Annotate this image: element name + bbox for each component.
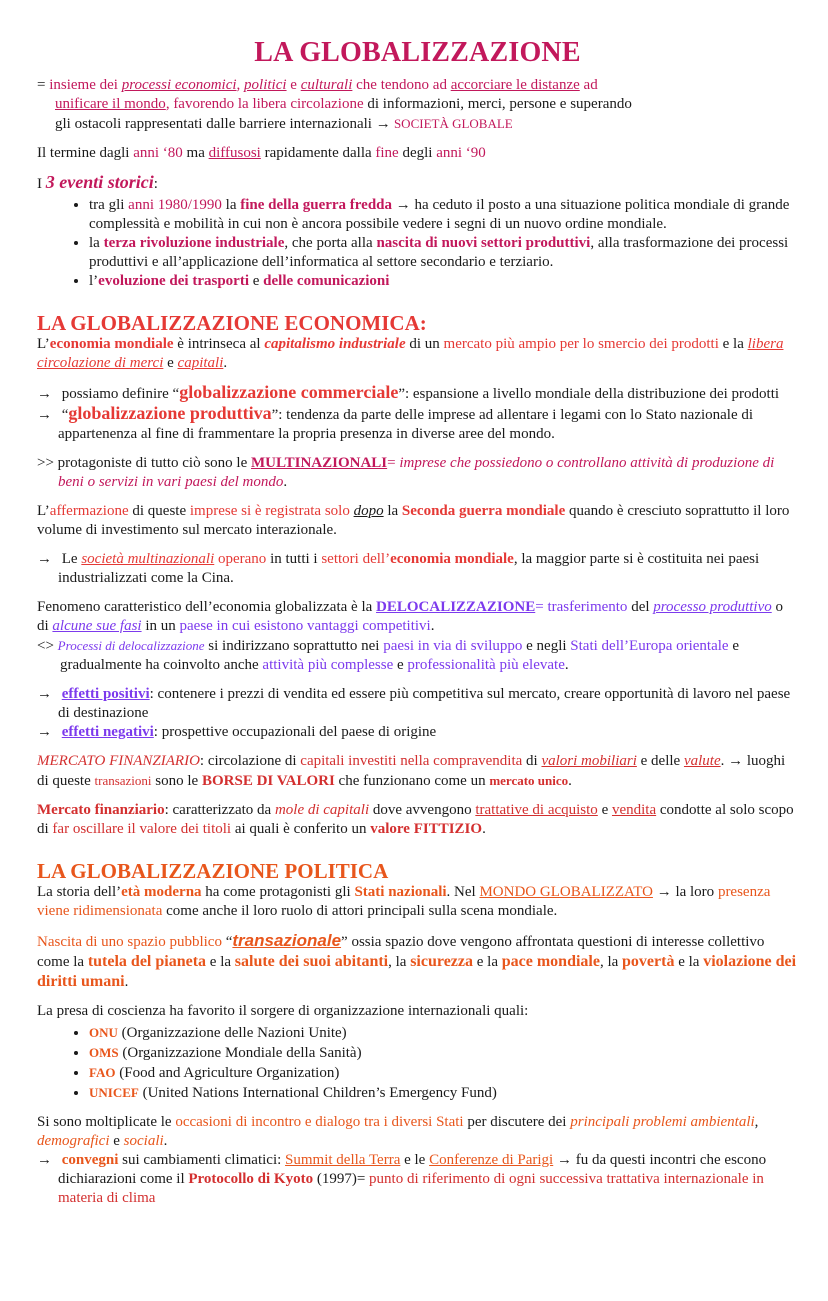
text-run: → la loro xyxy=(652,884,718,900)
text-run: professionalità più elevate xyxy=(407,657,565,673)
text-run: e xyxy=(109,1133,124,1149)
text-block: La presa di coscienza ha favorito il sorgere di organizzazione internazionali quali: xyxy=(37,1003,529,1019)
text-run: La storia dell’ xyxy=(37,884,122,900)
text-run: politici xyxy=(244,77,287,93)
text-run: : prospettive occupazionali del paese di origine xyxy=(153,724,437,740)
text-run: . xyxy=(564,657,569,673)
text-run: e le xyxy=(400,1152,430,1168)
text-run: libera circolazione di merci xyxy=(37,336,784,371)
text-run: si indirizzano soprattutto nei xyxy=(204,638,384,654)
text-run: MONDO GLOBALIZZATO xyxy=(479,884,653,900)
text-run: salute dei suoi abitanti xyxy=(234,953,389,970)
text-block xyxy=(37,76,798,95)
text-run: delle comunicazioni xyxy=(263,273,390,289)
text-run: mole di capitali xyxy=(274,802,370,818)
text-run: → fu da questi incontri che escono dichiarazioni come il xyxy=(58,1152,767,1187)
text-run: Protocollo di Kyoto xyxy=(188,1171,314,1187)
page-title: LA GLOBALIZZAZIONE xyxy=(254,37,581,68)
text-run: processi economici xyxy=(121,77,237,93)
text-run: I xyxy=(37,176,46,192)
text-run: trasferimento xyxy=(547,599,628,615)
text-run: sicurezza xyxy=(410,953,473,970)
text-run: e delle xyxy=(636,753,684,769)
text-run: Fenomeno caratteristico dell’economia globalizzata è la xyxy=(37,599,377,615)
text-run: Le xyxy=(58,551,82,567)
text-run: BORSE DI VALORI xyxy=(201,773,335,789)
text-run: evoluzione dei trasporti xyxy=(98,273,249,289)
text-run: far oscillare il valore dei titoli xyxy=(52,821,232,837)
text-run: FAO xyxy=(89,1065,116,1080)
text-run: Mercato finanziario xyxy=(37,802,165,818)
text-run: = xyxy=(535,599,548,615)
text-run: Processi di delocalizzazione xyxy=(57,638,205,653)
text-run: alcune sue fasi xyxy=(52,618,142,634)
text-run: >> protagoniste di tutto ciò sono le xyxy=(37,455,251,471)
text-run: o di xyxy=(37,599,783,634)
text-run: imprese xyxy=(189,503,238,519)
text-run: la xyxy=(383,503,402,519)
text-run: valore FITTIZIO xyxy=(370,821,483,837)
text-run: , che porta alla xyxy=(284,235,377,251)
text-run: Summit della Terra xyxy=(285,1152,401,1168)
text-run: punto di riferimento di ogni successiva trattativa internazionale in materia di clima xyxy=(58,1171,764,1206)
text-run: ”: tendenza da parte delle imprese ad allentare i legami con lo Stato nazionale di appartenenza al fine di frammentare la propria presenza in diverse aree del mondo. xyxy=(58,407,754,442)
text-run: e negli xyxy=(522,638,571,654)
text-run: : contenere i prezzi di vendita ed essere più competitiva sul mercato, creare opportunità di lavoro nel paese di destinazione xyxy=(58,686,791,721)
text-run: → xyxy=(37,551,52,567)
text-run: , la xyxy=(388,954,411,970)
text-run: : caratterizzato da xyxy=(164,802,275,818)
text-run: la xyxy=(221,197,241,213)
text-run: : xyxy=(153,176,158,192)
text-run: povertà xyxy=(622,953,675,970)
text-run: capitalismo industriale xyxy=(264,336,406,352)
text-run: sociali xyxy=(123,1133,164,1149)
text-run: convegni xyxy=(61,1152,119,1168)
term-origin xyxy=(37,144,798,163)
text-run: . xyxy=(223,355,228,371)
text-run: vendita xyxy=(611,802,657,818)
climate-conventions xyxy=(37,1151,798,1208)
text-block xyxy=(37,383,798,404)
delocalizzazione-definition xyxy=(37,598,798,636)
list-item xyxy=(89,234,798,272)
text-run: 3 eventi storici xyxy=(45,172,154,192)
text-run: nascita di nuovi settori produttivi xyxy=(376,235,591,251)
text-run: (Food and Agriculture Organization) xyxy=(115,1065,340,1081)
text-run: (Organizzazione Mondiale della Sanità) xyxy=(118,1045,362,1061)
text-run: MERCATO FINANZIARIO xyxy=(37,753,200,769)
text-run: paese in cui esistono vantaggi competitivi xyxy=(179,618,431,634)
text-run: valute xyxy=(683,753,721,769)
text-run: di xyxy=(522,753,542,769)
text-run: età moderna xyxy=(121,884,202,900)
text-run: e xyxy=(249,273,264,289)
text-run: tra gli xyxy=(89,197,129,213)
text-run: anni ‘90 xyxy=(436,145,486,161)
text-run: violazione dei diritti umani xyxy=(37,953,797,990)
text-run: possiamo definire “ xyxy=(58,386,180,402)
organizations-list xyxy=(37,1023,798,1103)
text-run: attività più complesse xyxy=(262,657,394,673)
text-run: Nascita di uno spazio pubblico xyxy=(37,934,222,950)
text-run: effetti negativi xyxy=(61,724,154,740)
text-run: globalizzazione commerciale xyxy=(179,382,399,402)
text-run: effetti positivi xyxy=(61,686,150,702)
section-heading-economica: LA GLOBALIZZAZIONE ECONOMICA: xyxy=(37,311,427,335)
text-run: e xyxy=(163,355,178,371)
text-run: occasioni di incontro e dialogo tra i diversi Stati xyxy=(175,1114,464,1130)
text-run: gli ostacoli rappresentati dalle barriere internazionali xyxy=(55,116,376,132)
text-block xyxy=(37,95,798,114)
text-run: fine della guerra fredda xyxy=(240,197,393,213)
economica-paragraph xyxy=(37,335,798,373)
text-run: affermazione xyxy=(49,503,129,519)
text-run: transazioni xyxy=(94,773,152,788)
text-run: di un xyxy=(405,336,444,352)
text-run: e la xyxy=(718,336,748,352)
text-run: SOCIETÀ GLOBALE xyxy=(390,116,513,131)
intro-definition xyxy=(37,76,798,134)
text-run: culturali xyxy=(300,77,353,93)
historic-events xyxy=(37,173,798,291)
mercato-finanziario-definition xyxy=(37,752,798,791)
text-run: imprese che possiedono o controllano attività di produzione di beni o servizi in vari paesi del mondo xyxy=(58,455,775,490)
text-run: Il termine dagli xyxy=(37,145,134,161)
text-run: , favorendo la libera circolazione xyxy=(165,96,364,112)
section-heading-politica: LA GLOBALIZZAZIONE POLITICA xyxy=(37,859,389,883)
text-run: come anche il loro ruolo di attori principali sulla scena mondiale. xyxy=(162,903,558,919)
text-run: principali problemi ambientali xyxy=(570,1114,755,1130)
text-run: <> xyxy=(37,638,58,654)
text-run: accorciare le distanze xyxy=(450,77,580,93)
text-run: capitali xyxy=(177,355,224,371)
text-run: globalizzazione produttiva xyxy=(68,403,272,423)
text-run: sui cambiamenti climatici: xyxy=(118,1152,286,1168)
text-run: DELOCALIZZAZIONE xyxy=(376,599,536,615)
text-block xyxy=(37,685,798,723)
text-run: ma xyxy=(182,145,209,161)
text-run: OMS xyxy=(89,1045,119,1060)
multinazionali-definition xyxy=(37,454,798,492)
text-run: mercato più ampio per lo smercio dei prodotti xyxy=(443,336,719,352)
text-run: MULTINAZIONALI xyxy=(250,455,388,471)
delocalizzazione-effects xyxy=(37,685,798,742)
text-run: è intrinseca al xyxy=(173,336,265,352)
list-item xyxy=(89,1063,798,1083)
text-run: (1997)= xyxy=(313,1171,370,1187)
text-block xyxy=(37,723,798,742)
text-run: condotte al solo scopo di xyxy=(37,802,794,837)
text-run: società multinazionali xyxy=(81,551,215,567)
text-run: si è registrata solo xyxy=(237,503,354,519)
text-run: degli xyxy=(398,145,437,161)
text-run: per discutere dei xyxy=(463,1114,571,1130)
text-run: L’ xyxy=(37,503,50,519)
text-run: e xyxy=(393,657,408,673)
text-run: ai quali è conferito un xyxy=(231,821,371,837)
text-run: del xyxy=(627,599,654,615)
text-run: e la xyxy=(206,954,235,970)
text-run: e gradualmente ha coinvolto anche xyxy=(60,638,739,673)
text-run: e xyxy=(597,802,612,818)
text-run: economia mondiale xyxy=(49,336,174,352)
text-run: L’ xyxy=(37,336,50,352)
text-run: settori dell’ xyxy=(321,551,391,567)
text-run: demografici xyxy=(37,1133,110,1149)
text-run: e la xyxy=(473,954,502,970)
text-run: e xyxy=(286,77,301,93)
mercato-finanziario-description xyxy=(37,801,798,839)
text-run: terza rivoluzione industriale xyxy=(103,235,285,251)
text-run: presenza viene ridimensionata xyxy=(37,884,771,919)
text-run: unificare il mondo xyxy=(55,96,166,112)
text-run: ONU xyxy=(89,1025,118,1040)
list-item xyxy=(89,1043,798,1063)
affermazione-paragraph xyxy=(37,502,798,540)
text-run: Seconda guerra mondiale xyxy=(401,503,566,519)
globalization-types xyxy=(37,383,798,444)
text-run: anni ‘80 xyxy=(133,145,183,161)
spazio-pubblico-paragraph xyxy=(37,931,798,992)
text-run: che tendono ad xyxy=(352,77,451,93)
text-run: operano xyxy=(214,551,267,567)
text-run: , la xyxy=(599,954,623,970)
text-run: ha come protagonisti gli xyxy=(201,884,355,900)
text-run: → xyxy=(392,197,415,213)
text-run: di queste xyxy=(128,503,190,519)
text-run: . Nel xyxy=(446,884,480,900)
text-run: paesi in via di sviluppo xyxy=(383,638,523,654)
text-run: → xyxy=(37,407,52,423)
text-run: l’ xyxy=(89,273,99,289)
text-block xyxy=(37,173,798,194)
text-run: insieme dei xyxy=(49,77,122,93)
text-run: = xyxy=(387,455,400,471)
text-run: trattative di acquisto xyxy=(475,802,598,818)
text-run: Stati nazionali xyxy=(354,884,447,900)
text-run: dove avvengono xyxy=(369,802,476,818)
text-run: capitali investiti nella compravendita xyxy=(300,753,523,769)
multinational-societies xyxy=(37,550,798,588)
text-run: dopo xyxy=(353,503,384,519)
text-run: tutela del pianeta xyxy=(87,953,207,970)
text-run: , xyxy=(236,77,245,93)
text-run: mercato unico xyxy=(489,773,569,788)
text-run: di informazioni, merci, persone e superando xyxy=(363,96,632,112)
events-list xyxy=(37,196,798,291)
text-block xyxy=(37,114,798,134)
dialogue-paragraph xyxy=(37,1113,798,1151)
text-run: , alla trasformazione dei processi produttivi e all’applicazione dell’informatica al settore secondario e terziario. xyxy=(89,235,789,270)
text-run: valori mobiliari xyxy=(541,753,637,769)
list-item xyxy=(89,1083,798,1103)
text-run: sono le xyxy=(151,773,202,789)
text-run: : circolazione di xyxy=(199,753,301,769)
organizations xyxy=(37,1002,798,1103)
text-run: diffusosi xyxy=(208,145,261,161)
text-run: “ xyxy=(58,407,69,423)
text-run: → xyxy=(37,686,52,702)
text-run: . xyxy=(430,618,435,634)
text-block xyxy=(37,404,798,444)
text-run: “ xyxy=(221,934,233,950)
delocalizzazione-processes xyxy=(37,636,798,675)
text-run: processo produttivo xyxy=(653,599,772,615)
text-run: ”: espansione a livello mondiale della distribuzione dei prodotti xyxy=(398,386,780,402)
text-run: la xyxy=(89,235,104,251)
text-run: ha ceduto il posto a una situazione politica mondiale di grande complessità e mobilità in cui non è ancora possibile vedere i segni di un nuovo ordine mondiale. xyxy=(89,197,790,232)
text-run: . xyxy=(283,474,288,490)
text-run: rapidamente dalla xyxy=(260,145,376,161)
text-run: , xyxy=(754,1114,759,1130)
text-run: UNICEF xyxy=(89,1085,139,1100)
text-run: in un xyxy=(141,618,180,634)
text-run: che funzionano come un xyxy=(334,773,490,789)
text-run: . → luoghi di queste xyxy=(37,753,786,789)
text-run: = xyxy=(37,77,50,93)
text-run: → xyxy=(37,724,52,740)
text-run: . xyxy=(482,821,486,837)
text-run: → xyxy=(375,116,391,132)
list-item xyxy=(89,1023,798,1043)
text-run: e la xyxy=(674,954,704,970)
text-run: ad xyxy=(579,77,598,93)
text-run: quando è cresciuto soprattutto il loro volume di investimento sul mercato interazionale. xyxy=(37,503,790,538)
text-run: (United Nations International Children’s Emergency Fund) xyxy=(138,1085,497,1101)
text-run: → xyxy=(37,386,52,402)
list-item xyxy=(89,196,798,234)
text-run: (Organizzazione delle Nazioni Unite) xyxy=(117,1025,347,1041)
text-run: , la maggior parte si è costituita nei paesi industrializzati come la Cina. xyxy=(58,551,760,586)
text-run: ” ossia spazio dove vengono affrontata questioni di interesse collettivo come la xyxy=(37,934,765,970)
text-run: . xyxy=(124,974,129,990)
text-run: transazionale xyxy=(232,931,342,950)
text-run: economia mondiale xyxy=(390,551,514,567)
list-item xyxy=(89,272,798,291)
text-run: Conferenze di Parigi xyxy=(429,1152,554,1168)
text-run: . xyxy=(163,1133,168,1149)
text-run: pace mondiale xyxy=(501,953,600,970)
text-run: Si sono moltiplicate le xyxy=(37,1114,176,1130)
text-run: Stati dell’Europa orientale xyxy=(570,638,729,654)
text-run: → xyxy=(37,1152,52,1168)
text-run: fine xyxy=(375,145,399,161)
text-run: . xyxy=(568,773,572,789)
text-run: in tutti i xyxy=(266,551,322,567)
politica-paragraph xyxy=(37,883,798,921)
text-run: anni 1980/1990 xyxy=(128,197,222,213)
